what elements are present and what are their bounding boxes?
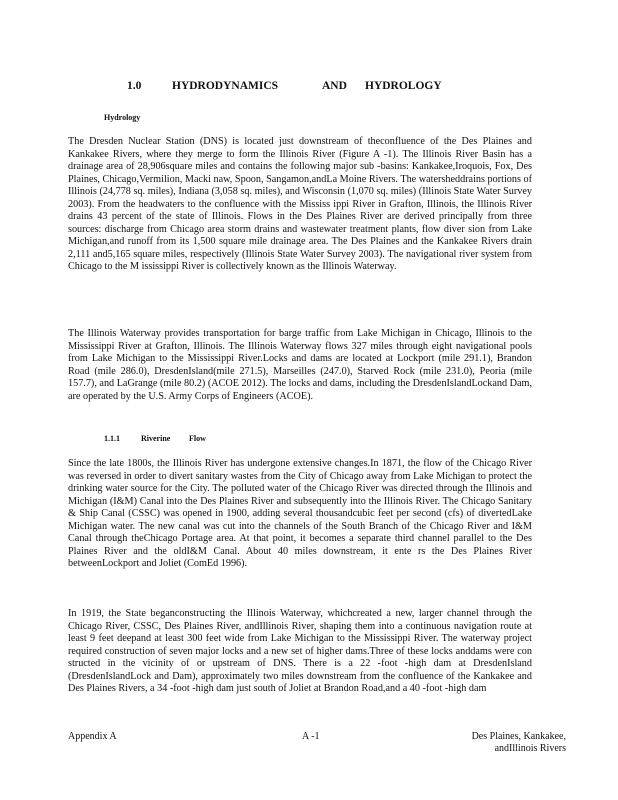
subsection-title-flow: Flow (189, 434, 206, 443)
paragraph-1: The Dresden Nuclear Station (DNS) is located just downstream of theconfluence of the Des Plaines and Kankakee Rivers, where they merge to form the Illinois River (Figure A -1). The Illinois River Basin has a drainage area of 28,906square miles and contains the following major sub -basins: Kankakee,Iroquois, Fox, Des Plaines, Chicago,Vermilion, Macki naw, Spoon, Sangamon,andLa Moine Rivers. The watersheddrains portions of Illinois (24,778 sq. miles), Indiana (3,058 sq. miles), and Wisconsin (1,070 sq. miles) (Illinois State Water Survey 2003). From the headwaters to the confluence with the Mississ ippi River in Grafton, Illinois, the Illinois River drains 43 percent of the state of Illinois. Flows in the Des Plaines River are derived principally from three sources: discharge from Chicago area storm drains and wastewater treatment plants, flow diver sion from Lake Michigan,and runoff from its 1,500 square mile drainage area. The Des Plaines and the Kankakee Rivers drain 2,111 and5,165 square miles, respectively (Illinois State Water Survey 2003). The navigational river system from Chicago to the M ississippi River is collectively known as the Illinois Waterway. (68, 136, 532, 272)
heading-word-hydrodynamics: HYDRODYNAMICS (172, 80, 279, 92)
footer-left: Appendix A (68, 731, 117, 742)
footer-right-line1: Des Plaines, Kankakee, (471, 731, 566, 742)
subsection-title-riverine: Riverine (141, 434, 171, 443)
subheading-hydrology: Hydrology (104, 113, 141, 122)
subsection-number: 1.1.1 (104, 434, 120, 443)
paragraph-3: Since the late 1800s, the Illinois River has undergone extensive changes.In 1871, the flow of the Chicago River was reversed in order to divert sanitary wastes from the City of Chicago away from Lake Michigan to protect the drinking water source for the City. The polluted water of the Chicago River was directed through the Illinois and Michigan (I&M) Canal into the Des Plaines River and subsequently into the Illinois River. The Chicago Sanitary & Ship Canal (CSSC) was opened in 1900, adding several thousandcubic feet per second (cfs) of divertedLake Michigan water. The new canal was cut into the channels of the South Branch of the Chicago River and I&M Canal through theChicago Portage area. At that point, it becomes a separate third channel parallel to the Des Plaines River and the oldI&M Canal. About 40 miles downstream, it ente rs the Des Plaines River betweenLockport and Joliet (ComEd 1996). (68, 458, 532, 569)
heading-word-hydrology: HYDROLOGY (365, 80, 442, 92)
heading-number: 1.0 (127, 80, 142, 92)
footer-right-line2: andIllinois Rivers (494, 743, 566, 754)
heading-word-and: AND (322, 80, 347, 92)
footer-page-number: A -1 (302, 731, 320, 742)
paragraph-2: The Illinois Waterway provides transportation for barge traffic from Lake Michigan in Chicago, Illinois to the Mississippi River at Grafton, Illinois. The Illinois Waterway flows 327 miles through eight navigational pools from Lake Michigan to the Mississippi River.Locks and dams are located at Lockport (mile 291.1), Brandon Road (mile 286.0), DresdenIsland(mile 271.5), Marseilles (247.0), Starved Rock (mile 231.0), Peoria (mile 157.7), and LaGrange (mile 80.2) (ACOE 2012). The locks and dams, including the DresdenIslandLockand Dam, are operated by the U.S. Army Corps of Engineers (ACOE). (68, 328, 532, 402)
paragraph-4: In 1919, the State beganconstructing the Illinois Waterway, whichcreated a new, larger channel through the Chicago River, CSSC, Des Plaines River, andIllinois River, shaping them into a continuous navigation route at least 9 feet deepand at least 300 feet wide from Lake Michigan to the Mississippi River. The waterway project required construction of seven major locks and a new set of higher dams.Three of these locks anddams were con structed in the vicinity of or upstream of DNS. There is a 22 -foot -high dam at DresdenIsland (DresdenIslandLock and Dam), approximately two miles downstream from the confluence of the Kankakee and Des Plaines Rivers, a 34 -foot -high dam just south of Joliet at Brandon Road,and a 40 -foot -high dam (68, 608, 532, 694)
